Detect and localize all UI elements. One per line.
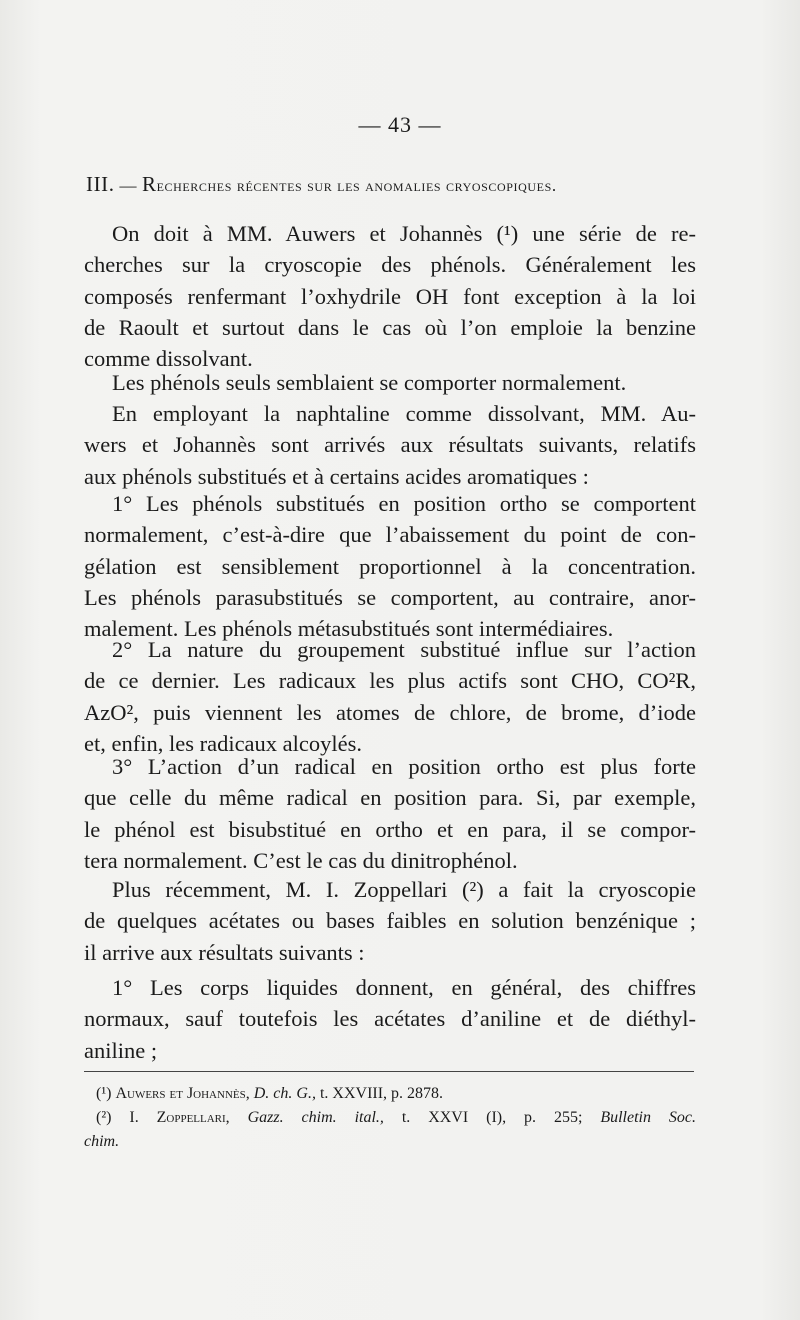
page-number: — 43 —: [358, 112, 442, 137]
text-line: aniline ;: [84, 1037, 158, 1063]
section-numeral: III.: [86, 172, 115, 196]
footnotes: [84, 1082, 696, 1154]
footnote-2-journal: Gazz. chim. ital.,: [247, 1109, 384, 1126]
paragraph-point-2: [84, 634, 696, 759]
footnote-1-journal: D. ch. G.,: [253, 1085, 316, 1102]
footnote-1: [84, 1082, 696, 1106]
heading-initial: R: [141, 172, 157, 196]
footnote-2: [84, 1106, 696, 1130]
footnote-2-bulletin-cont: chim.: [84, 1133, 120, 1150]
footnote-2-author: I. Zoppellari,: [129, 1109, 230, 1126]
footnote-2-ref: t. XXVI (I), p. 255;: [401, 1109, 583, 1126]
paragraph-zoppellari: [84, 874, 696, 968]
text-line: aux phénols substitués et à certains acides aromatiques :: [84, 463, 589, 489]
text-line: comme dissolvant.: [84, 346, 253, 372]
text-line: 1° Les corps liquides donnent, en général, des chiffres: [112, 975, 696, 1000]
text-line: composés renfermant l’oxhydrile OH font exception à la loi: [84, 283, 696, 309]
paragraph-liquides: [84, 972, 696, 1066]
text-line: de quelques acétates ou bases faibles en solution benzénique ;: [84, 908, 696, 934]
text-line: le phénol est bisubstitué en ortho et en para, il se compor-: [84, 816, 696, 842]
paragraph-phenols: [84, 367, 696, 398]
heading-dash: —: [119, 176, 138, 195]
text-line: gélation est sensiblement proportionnel à la concentration.: [84, 553, 696, 579]
paragraph-auwers: [84, 218, 696, 374]
text-line: Plus récemment, M. I. Zoppellari (²) a fait la cryoscopie: [112, 877, 696, 902]
text-line: tera normalement. C’est le cas du dinitrophénol.: [84, 847, 518, 873]
section-heading: [86, 172, 706, 197]
text-line: malement. Les phénols métasubstitués sont intermédiaires.: [84, 616, 614, 642]
text-line: En employant la naphtaline comme dissolvant, MM. Au-: [112, 401, 696, 426]
footnote-2-cont: [84, 1130, 696, 1154]
heading-title: echerches récentes sur les anomalies cryoscopiques.: [156, 176, 557, 195]
paragraph-naphtaline: [84, 398, 696, 492]
text-line: wers et Johannès sont arrivés aux résultats suivants, relatifs: [84, 432, 696, 458]
footnote-2-bulletin: Bulletin Soc.: [600, 1109, 696, 1126]
footnote-2-mark: (²): [96, 1109, 112, 1126]
paragraph-point-1: [84, 488, 696, 644]
footnote-rule: [84, 1071, 694, 1072]
text-line: Les phénols parasubstitués se comportent, au contraire, anor-: [84, 584, 696, 610]
text-line: et, enfin, les radicaux alcoylés.: [84, 730, 363, 756]
text-line: de Raoult et surtout dans le cas où l’on emploie la benzine: [84, 314, 696, 340]
text-line: il arrive aux résultats suivants :: [84, 939, 365, 965]
text-line: de ce dernier. Les radicaux les plus actifs sont CHO, CO²R,: [84, 668, 696, 694]
paragraph-point-3: [84, 751, 696, 876]
footnote-1-mark: (¹): [96, 1085, 112, 1102]
text-line: 3° L’action d’un radical en position ortho est plus forte: [112, 754, 696, 779]
text-line: que celle du même radical en position para. Si, par exemple,: [84, 785, 696, 811]
text-line: On doit à MM. Auwers et Johannès (¹) une série de re-: [112, 221, 696, 246]
footnote-1-ref: t. XXVIII, p. 2878.: [319, 1085, 444, 1102]
text-line: 1° Les phénols substitués en position ortho se comportent: [112, 491, 696, 516]
text-line: normalement, c’est-à-dire que l’abaissement du point de con-: [84, 522, 696, 548]
text-line: cherches sur la cryoscopie des phénols. Généralement les: [84, 252, 696, 278]
text-line: AzO², puis viennent les atomes de chlore, de brome, d’iode: [84, 699, 696, 725]
text-line: 2° La nature du groupement substitué influe sur l’action: [112, 637, 696, 662]
text-line: Les phénols seuls semblaient se comporter normalement.: [112, 370, 627, 395]
footnote-1-author: Auwers et Johannès,: [115, 1085, 250, 1102]
text-line: normaux, sauf toutefois les acétates d’aniline et de diéthyl-: [84, 1006, 696, 1032]
